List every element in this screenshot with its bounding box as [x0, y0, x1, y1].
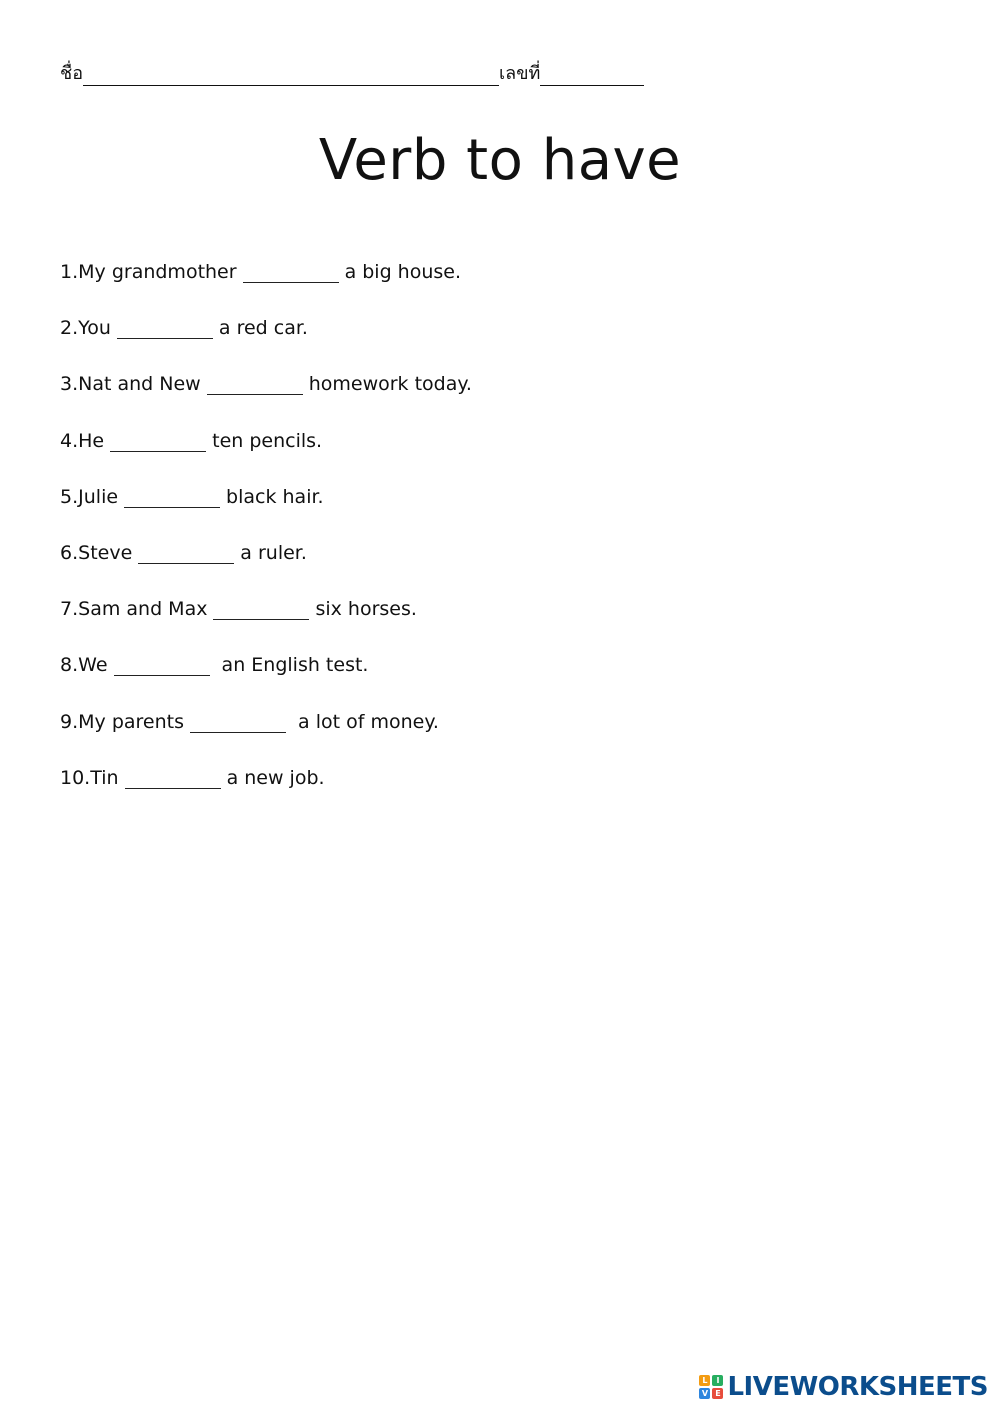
name-label: ชื่อ: [60, 63, 84, 84]
question-number: 1.: [60, 261, 79, 284]
question-number: 8.: [60, 654, 79, 677]
answer-blank-1[interactable]: [243, 263, 339, 283]
question-text-before: We: [78, 654, 108, 677]
student-info-line: [60, 62, 644, 86]
question-text-after: a lot of money.: [292, 710, 439, 733]
question-number: 4.: [60, 429, 79, 452]
question-text-before: My parents: [78, 710, 184, 733]
answer-blank-9[interactable]: [190, 713, 286, 733]
logo-tile: E: [712, 1388, 723, 1399]
question-text-before: Sam and Max: [78, 598, 208, 621]
number-blank[interactable]: [540, 65, 644, 86]
question-text-before: Julie: [78, 485, 119, 508]
question-6: [60, 525, 940, 581]
question-2: [60, 300, 940, 356]
question-text-before: Tin: [90, 766, 119, 789]
question-text-after: an English test.: [215, 654, 369, 677]
question-number: 7.: [60, 598, 79, 621]
question-number: 3.: [60, 373, 79, 396]
question-number: 2.: [60, 317, 79, 340]
question-text-before: He: [78, 429, 105, 452]
question-number: 10.: [60, 766, 91, 789]
page-title: Verb to have: [318, 128, 682, 193]
answer-blank-5[interactable]: [124, 488, 220, 508]
question-text-after: a new job.: [226, 766, 325, 789]
answer-blank-7[interactable]: [213, 600, 309, 620]
number-label: เลขที่: [499, 63, 541, 84]
question-number: 9.: [60, 710, 79, 733]
liveworksheets-brand: [699, 1372, 988, 1402]
question-text-after: six horses.: [315, 598, 417, 621]
question-10: [60, 750, 940, 806]
question-text-after: homework today.: [308, 373, 472, 396]
question-7: [60, 581, 940, 637]
question-text-before: My grandmother: [78, 261, 237, 284]
question-3: [60, 356, 940, 412]
answer-blank-6[interactable]: [138, 544, 234, 564]
answer-blank-10[interactable]: [125, 769, 221, 789]
question-number: 6.: [60, 542, 79, 565]
question-text-before: You: [78, 317, 111, 340]
question-text-after: a ruler.: [240, 542, 307, 565]
question-list: [60, 244, 940, 806]
question-number: 5.: [60, 485, 79, 508]
question-text-after: black hair.: [226, 485, 324, 508]
logo-tile: L: [699, 1375, 710, 1386]
answer-blank-8[interactable]: [114, 656, 210, 676]
answer-blank-3[interactable]: [207, 375, 303, 395]
answer-blank-4[interactable]: [110, 432, 206, 452]
question-text-before: Nat and New: [78, 373, 201, 396]
answer-blank-2[interactable]: [117, 319, 213, 339]
question-9: [60, 694, 940, 750]
question-text-after: ten pencils.: [212, 429, 323, 452]
liveworksheets-logo-icon: [699, 1375, 723, 1399]
question-text-after: a big house.: [344, 261, 462, 284]
question-text-before: Steve: [78, 542, 133, 565]
logo-tile: V: [699, 1388, 710, 1399]
brand-name: LIVEWORKSHEETS: [727, 1372, 988, 1402]
question-text-after: a red car.: [218, 317, 308, 340]
question-5: [60, 469, 940, 525]
question-1: [60, 244, 940, 300]
logo-tile: I: [712, 1375, 723, 1386]
question-4: [60, 413, 940, 469]
question-8: [60, 637, 940, 693]
name-blank[interactable]: [83, 65, 499, 86]
